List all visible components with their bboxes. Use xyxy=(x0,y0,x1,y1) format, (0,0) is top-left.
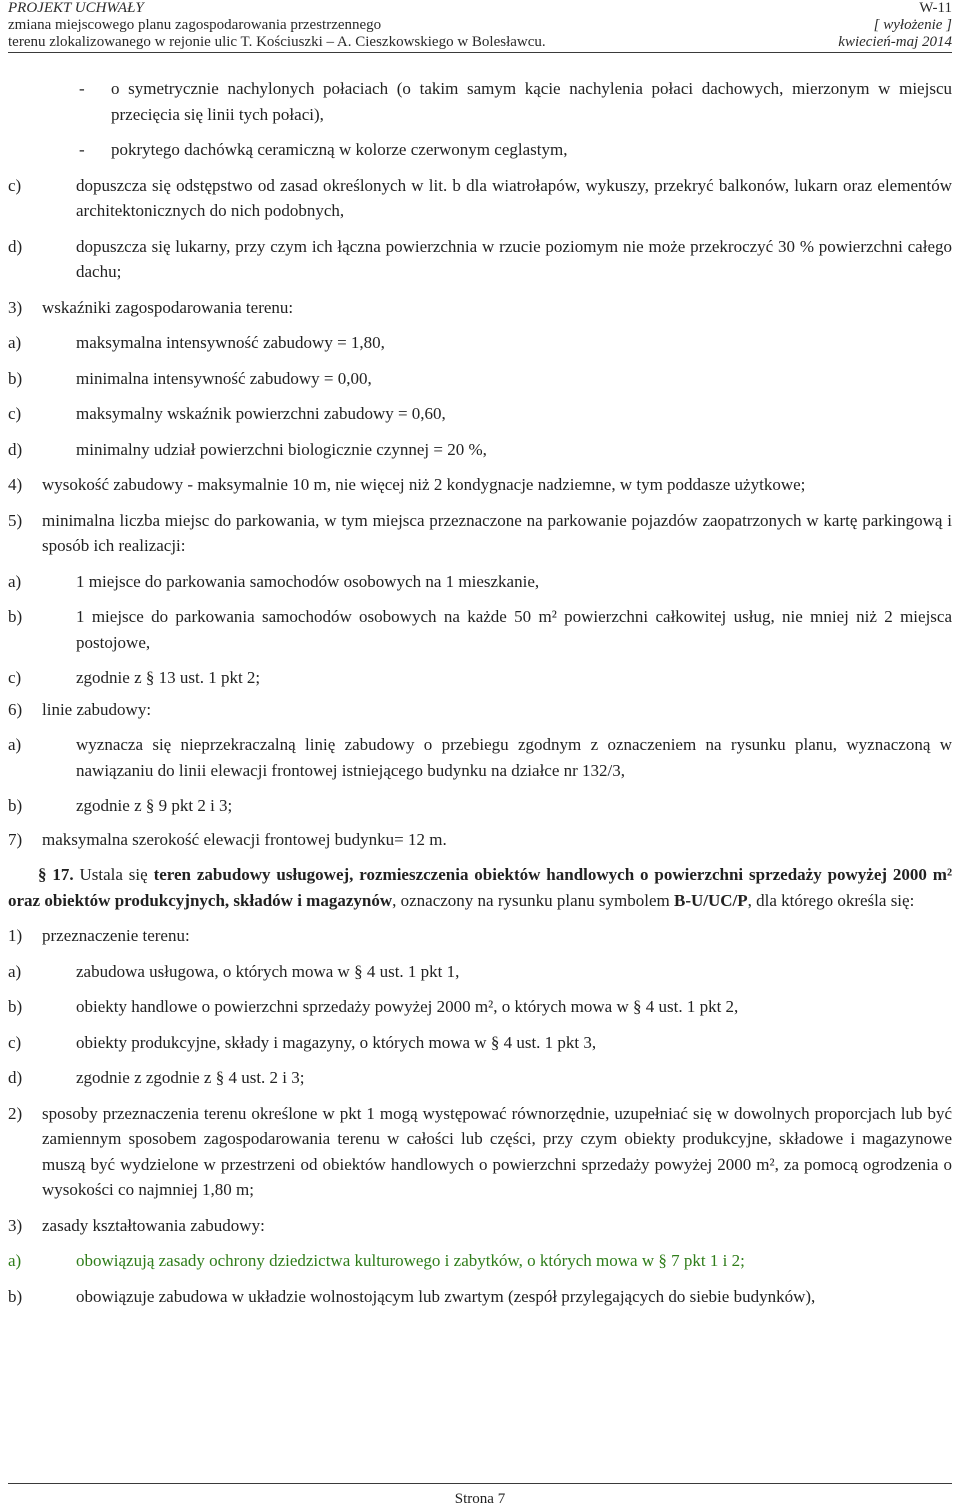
header-plan-title: zmiana miejscowego planu zagospodarowania przestrzennego xyxy=(8,17,382,33)
list-item xyxy=(8,1030,952,1056)
list-text: obowiązują zasady ochrony dziedzictwa kulturowego i zabytków, o których mowa w § 7 pkt 1 i 2; xyxy=(76,1251,745,1270)
section-17-paragraph xyxy=(8,862,952,913)
list-marker: a) xyxy=(8,1251,22,1270)
list-item xyxy=(8,994,952,1020)
list-marker: 1) xyxy=(8,926,23,945)
list-marker: b) xyxy=(8,368,23,388)
list-marker: a) xyxy=(8,735,22,754)
list-text: minimalny udział powierzchni biologicznie czynnej = 20 %, xyxy=(76,439,487,459)
list-item xyxy=(8,697,952,723)
section-mark: § 17. xyxy=(38,865,74,884)
list-text: maksymalny wskaźnik powierzchni zabudowy = 0,60, xyxy=(76,404,446,423)
list-item xyxy=(8,569,952,595)
list-text: obiekty produkcyjne, składy i magazyny, o których mowa w § 4 ust. 1 pkt 3, xyxy=(76,1032,597,1052)
list-item xyxy=(8,472,952,498)
list-marker: 4) xyxy=(8,475,23,494)
list-item xyxy=(8,76,952,127)
list-text: dopuszcza się odstępstwo od zasad określonych w lit. b dla wiatrołapów, wykuszy, przekryć balkonów, lukarn oraz elementów architektonicznych do nich podobnych, xyxy=(76,175,952,220)
header-code: W-11 xyxy=(919,0,952,16)
list-text: obowiązuje zabudowa w układzie wolnostojącym lub zwartym (zespół przylegających do siebie budynków), xyxy=(76,1286,816,1306)
section-tail: , dla którego określa się: xyxy=(747,890,915,910)
list-text: 1 miejsce do parkowania samochodów osobowych na 1 mieszkanie, xyxy=(76,571,540,591)
list-text: przeznaczenie terenu: xyxy=(42,926,190,945)
list-marker: a) xyxy=(8,571,22,591)
header-area-title: terenu zlokalizowanego w rejonie ulic T. Kościuszki – A. Cieszkowskiego w Bolesławcu. xyxy=(8,34,546,50)
header-stage: [ wyłożenie ] xyxy=(873,17,952,33)
list-marker: b) xyxy=(8,1286,23,1306)
list-marker: a) xyxy=(8,961,22,981)
list-text: maksymalna intensywność zabudowy = 1,80, xyxy=(76,333,385,352)
list-marker: 7) xyxy=(8,829,23,849)
header-project-label: PROJEKT UCHWAŁY xyxy=(8,0,144,16)
section-lead: Ustala się xyxy=(79,865,148,884)
page-number: Strona 7 xyxy=(454,1491,506,1507)
list-item xyxy=(8,508,952,559)
list-marker: a) xyxy=(8,333,22,352)
list-marker: - xyxy=(79,79,85,98)
page-header xyxy=(8,0,952,53)
list-item xyxy=(8,604,952,655)
list-text: sposoby przeznaczenia terenu określone w pkt 1 mogą występować równorzędnie, uzupełniać się w dowolnych proporcjach lub być zamiennym sposobem zagospodarowania terenu w całości lub części, przy czym obiekty produkcyjne, składowe i magazynowe muszą być wydzielone w przestrzeni od obiektów handlowych o powierzchni sprzedaży powyżej 2000 m², za pomocą ogrodzenia o wysokości co najmniej 1,80 m; xyxy=(42,1103,952,1199)
list-item xyxy=(8,173,952,224)
list-marker: d) xyxy=(8,439,23,459)
list-item xyxy=(8,959,952,985)
list-text: zgodnie z § 9 pkt 2 i 3; xyxy=(76,796,233,815)
list-text: zgodnie z zgodnie z § 4 ust. 2 i 3; xyxy=(76,1068,305,1087)
list-item xyxy=(8,437,952,463)
list-text: dopuszcza się lukarny, przy czym ich łączna powierzchnia w rzucie poziomym nie może przekroczyć 30 % powierzchni całego dachu; xyxy=(76,236,952,281)
list-marker: b) xyxy=(8,796,23,815)
list-item xyxy=(8,1213,952,1239)
list-text: 1 miejsce do parkowania samochodów osobowych na każde 50 m² powierzchni całkowitej usług, nie mniej niż 2 miejsca postojowe, xyxy=(76,607,952,652)
list-marker: d) xyxy=(8,236,23,256)
section-subject: teren zabudowy usługowej, rozmieszczenia obiektów handlowych o powierzchni sprzedaży powyżej 2000 m² oraz obiektów produkcyjnych, składów i magazynów xyxy=(8,865,953,910)
list-item xyxy=(8,1284,952,1310)
list-marker: b) xyxy=(8,997,23,1016)
list-marker: c) xyxy=(8,404,22,423)
list-marker: 6) xyxy=(8,699,23,719)
list-text: wysokość zabudowy - maksymalnie 10 m, nie więcej niż 2 kondygnacje nadziemne, w tym poddasze użytkowe; xyxy=(42,475,806,494)
list-marker: c) xyxy=(8,668,22,687)
list-text: maksymalna szerokość elewacji frontowej budynku= 12 m. xyxy=(42,829,447,849)
section-symbol: B-U/UC/P xyxy=(673,890,748,910)
list-marker: d) xyxy=(8,1068,23,1087)
document-body xyxy=(8,76,952,1309)
list-marker: 5) xyxy=(8,510,23,530)
list-text: wskaźniki zagospodarowania terenu: xyxy=(42,297,294,317)
list-item xyxy=(8,137,952,163)
list-item xyxy=(8,234,952,285)
list-item xyxy=(8,330,952,356)
list-text: linie zabudowy: xyxy=(42,699,152,719)
list-text: zgodnie z § 13 ust. 1 pkt 2; xyxy=(76,668,261,687)
list-text: o symetrycznie nachylonych połaciach (o takim samym kącie nachylenia połaci dachowych, mierzonym w miejscu przecięcia się linii tych połaci), xyxy=(111,79,952,124)
list-item xyxy=(8,732,952,783)
list-marker: 3) xyxy=(8,1215,23,1235)
footer-divider xyxy=(8,1483,952,1484)
list-text: minimalna liczba miejsc do parkowania, w tym miejsca przeznaczone na parkowanie pojazdów zaopatrzonych w kartę parkingową i sposób ich realizacji: xyxy=(42,510,952,555)
list-item-highlighted xyxy=(8,1248,952,1274)
list-marker: c) xyxy=(8,1032,22,1052)
list-marker: c) xyxy=(8,175,22,195)
list-text: minimalna intensywność zabudowy = 0,00, xyxy=(76,368,372,388)
list-item xyxy=(8,1101,952,1203)
list-marker: 2) xyxy=(8,1103,23,1123)
list-item xyxy=(8,827,952,853)
list-text: pokrytego dachówką ceramiczną w kolorze czerwonym ceglastym, xyxy=(111,140,568,159)
list-item xyxy=(8,401,952,427)
list-item xyxy=(8,665,952,691)
list-marker: - xyxy=(79,140,85,159)
list-item xyxy=(8,923,952,949)
list-text: obiekty handlowe o powierzchni sprzedaży powyżej 2000 m², o których mowa w § 4 ust. 1 pkt 2, xyxy=(76,997,739,1016)
list-item xyxy=(8,793,952,819)
header-date: kwiecień-maj 2014 xyxy=(838,34,952,50)
list-marker: b) xyxy=(8,607,23,626)
list-text: zasady kształtowania zabudowy: xyxy=(42,1215,265,1235)
list-item xyxy=(8,1065,952,1091)
list-text: wyznacza się nieprzekraczalną linię zabudowy o przebiegu zgodnym z oznaczeniem na rysunku planu, wyznaczoną w nawiązaniu do linii elewacji frontowej istniejącego budynku na działce nr 132/3, xyxy=(76,735,952,780)
list-marker: 3) xyxy=(8,297,23,317)
list-item xyxy=(8,366,952,392)
section-mid: , oznaczony na rysunku planu symbolem xyxy=(392,890,670,910)
list-item xyxy=(8,295,952,321)
list-text: zabudowa usługowa, o których mowa w § 4 ust. 1 pkt 1, xyxy=(76,961,460,981)
